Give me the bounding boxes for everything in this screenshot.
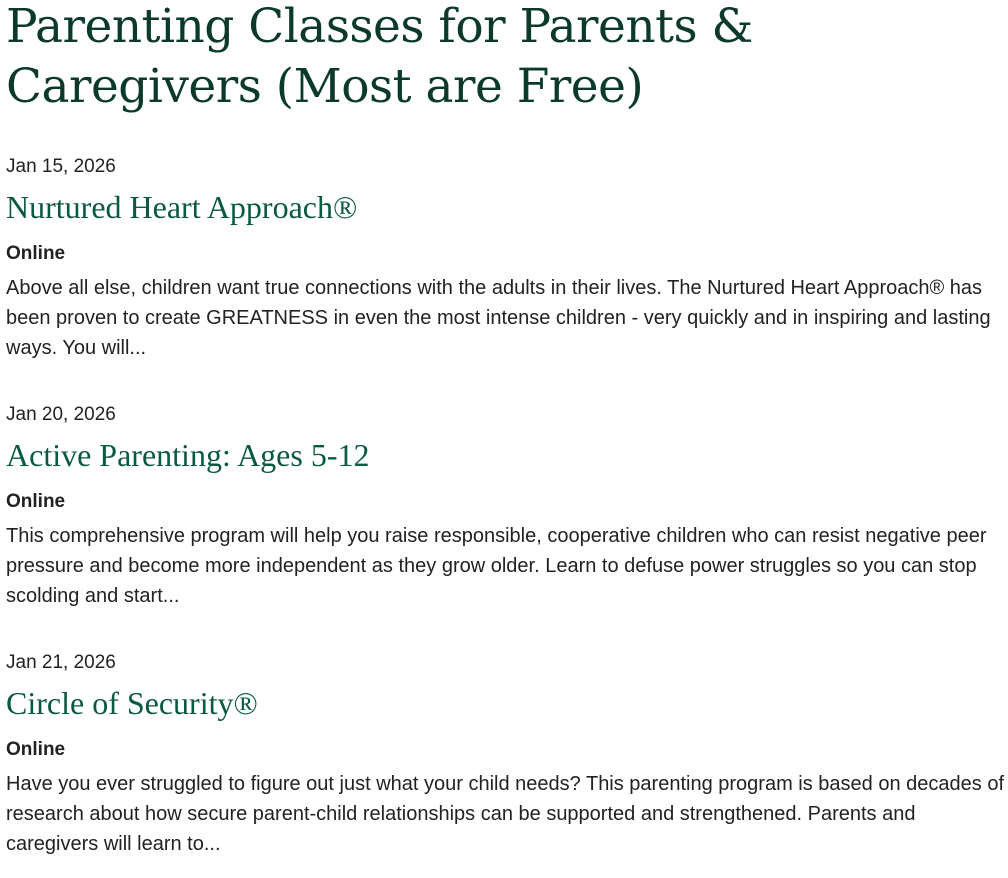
- event-title-link[interactable]: Nurtured Heart Approach®: [6, 189, 358, 225]
- event-description: This comprehensive program will help you raise responsible, cooperative children who can resist negative peer pressure and become more independent as they grow older. Learn to defuse power struggles so you can stop scolding and start...: [6, 525, 987, 607]
- event-item: [6, 651, 1006, 859]
- event-item: [6, 155, 1006, 363]
- event-description: Have you ever struggled to figure out just what your child needs? This parenting program is based on decades of research about how secure parent-child relationships can be supported and strengthened. Parents and caregivers will learn to...: [6, 773, 1004, 855]
- event-title-link[interactable]: Circle of Security®: [6, 685, 258, 721]
- event-date: Jan 21, 2026: [6, 652, 116, 673]
- event-location: Online: [6, 739, 66, 760]
- event-item: [6, 403, 1006, 611]
- event-location: Online: [6, 491, 66, 512]
- event-date: Jan 20, 2026: [6, 404, 116, 425]
- event-date: Jan 15, 2026: [6, 156, 116, 177]
- event-location: Online: [6, 243, 66, 264]
- page-title: Parenting Classes for Parents & Caregivers (Most are Free): [6, 0, 753, 114]
- event-description: Above all else, children want true connections with the adults in their lives. The Nurtured Heart Approach® has been proven to create GREATNESS in even the most intense children - very quickly and in inspiring and lasting ways. You will...: [6, 277, 991, 359]
- event-title-link[interactable]: Active Parenting: Ages 5-12: [6, 437, 370, 473]
